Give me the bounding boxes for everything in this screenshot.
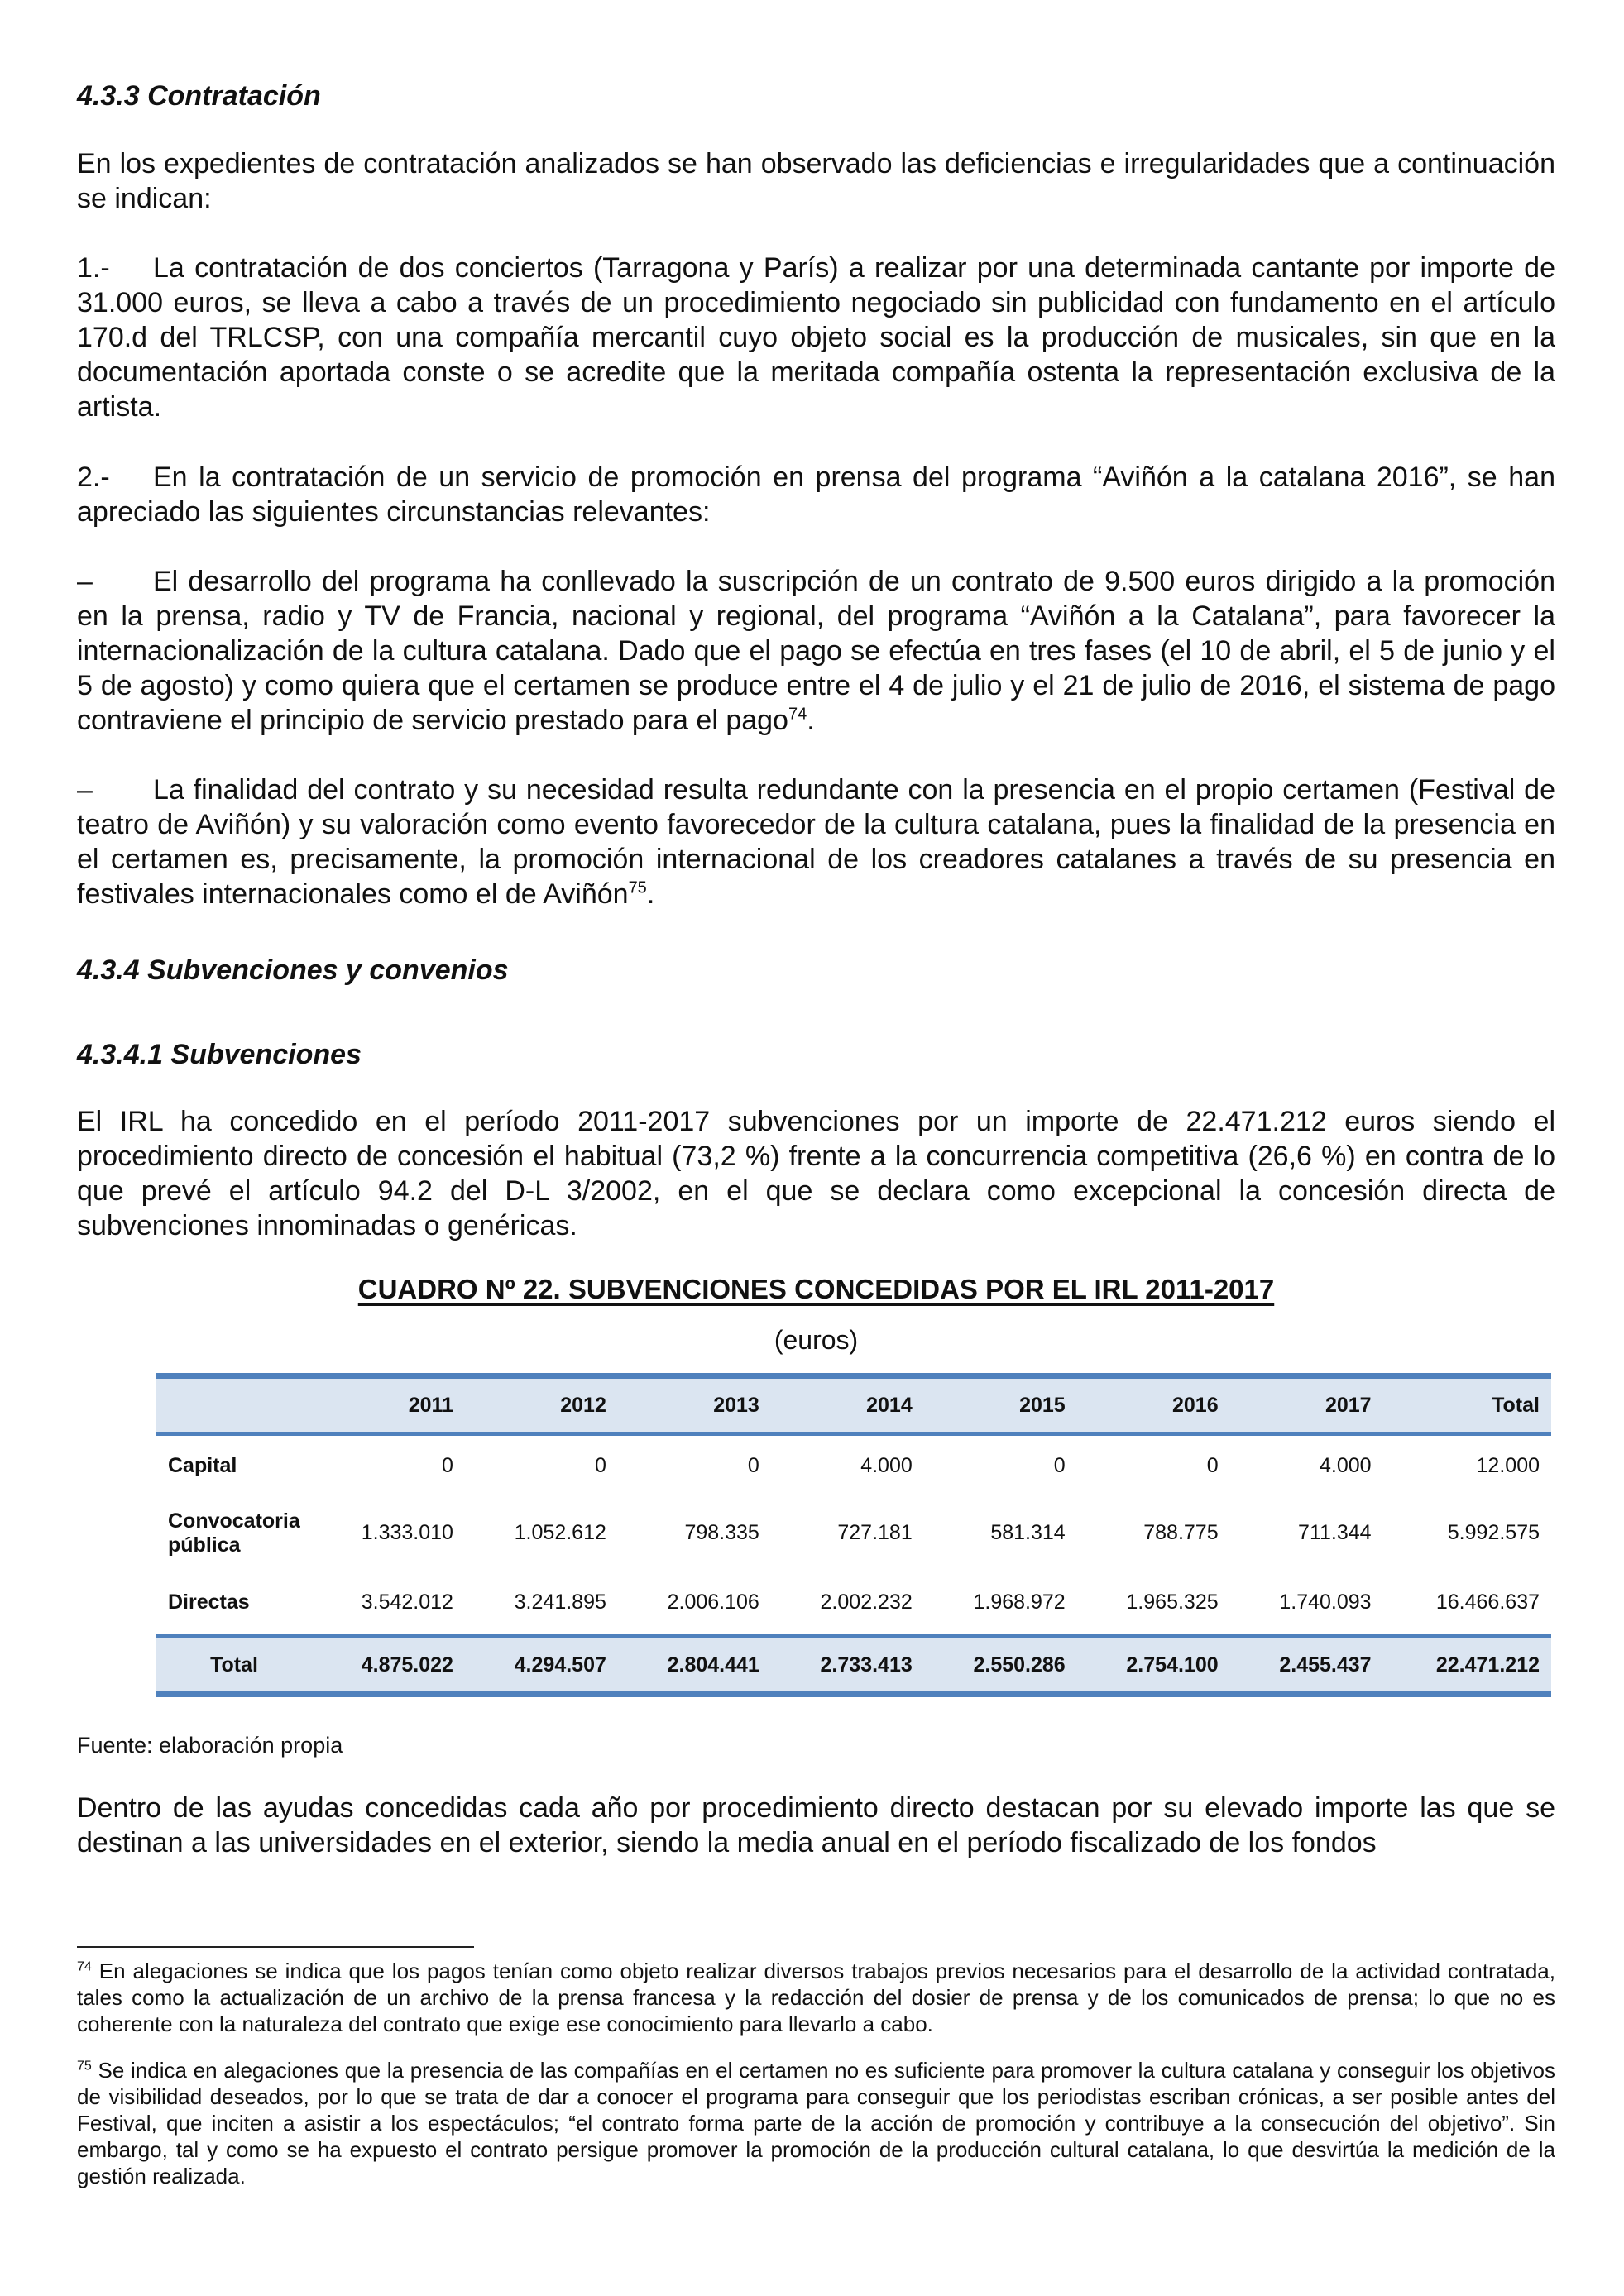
table-cell: 2.002.232 — [820, 1590, 913, 1614]
footnote-number: 75 — [77, 2059, 92, 2074]
item-2-number: 2.- — [77, 462, 110, 493]
column-header-2013: 2013 — [713, 1393, 759, 1417]
table-source: Fuente: elaboración propia — [77, 1733, 343, 1758]
table-row — [156, 1571, 1551, 1637]
table-cell: 3.241.895 — [514, 1590, 606, 1614]
item-1-number: 1.- — [77, 252, 110, 284]
total-cell: 2.733.413 — [820, 1653, 913, 1677]
table-cell: 1.968.972 — [973, 1590, 1066, 1614]
row-label: Convocatoria pública — [168, 1509, 300, 1557]
table-cell: 12.000 — [1476, 1453, 1540, 1477]
table-cell: 5.992.575 — [1447, 1521, 1540, 1544]
total-cell: 2.550.286 — [973, 1653, 1066, 1677]
table-cell: 0 — [1053, 1453, 1066, 1477]
subvenciones-table — [156, 1373, 1551, 1697]
bullet-1-text: El desarrollo del programa ha conllevado la suscripción de un contrato de 9.500 euros dirigido a la promoción en la prensa, radio y TV de Francia, nacional y regional, del programa “Aviñón a la Catalana”, para favorecer la internacionalización de la cultura catalana. Dado que el pago se efectúa en tres fases (el 10 de abril, el 5 de junio y el 5 de agosto) y como quiera que el certamen se produce entre el 4 de julio y el 21 de julio de 2016, el sistema de pago contraviene el principio de servicio prestado para el pago — [77, 566, 1555, 736]
footnote-text: Se indica en alegaciones que la presencia de las compañías en el certamen no es suficiente para promover la cultura catalana y conseguir los objetivos de visibilidad deseados, por lo que se trata de dar a conocer el programa para conseguir que los periodistas escriban crónicas, a ser posible antes del Festival, que inciten a asistir a los espectáculos; “el contrato forma parte de la acción de promoción y contribuye a la consecución del objetivo”. Sin embargo, tal y como se ha expuesto el contrato persigue promover la promoción de la producción cultural catalana, lo que desvirtúa la medición de la gestión realizada. — [77, 2058, 1555, 2188]
bullet-2 — [77, 773, 1555, 911]
item-1 — [77, 251, 1555, 424]
footnote-text: En alegaciones se indica que los pagos tenían como objeto realizar diversos trabajos previos necesarios para el desarrollo de la actividad contratada, tales como la actualización de un archivo de la prensa francesa y la redacción del dosier de prensa y de los comunicados de prensa; lo que no es coherente con la naturaleza del contrato que exige ese conocimiento para llevarlo a cabo. — [77, 1959, 1555, 2036]
column-header-2016: 2016 — [1172, 1393, 1219, 1417]
table-cell: 0 — [594, 1453, 606, 1477]
item-1-text: La contratación de dos conciertos (Tarragona y París) a realizar por una determinada cantante por importe de 31.000 euros, se lleva a cabo a través de un procedimiento negociado sin publicidad con fundamento en el artículo 170.d del TRLCSP, con una compañía mercantil cuyo objeto social es la producción de musicales, sin que en la documentación aportada conste o se acredite que la meritada compañía ostenta la representación exclusiva de la artista. — [77, 252, 1555, 423]
column-header-2017: 2017 — [1325, 1393, 1372, 1417]
intro-paragraph: En los expedientes de contratación analizados se han observado las deficiencias e irregularidades que a continuación se indican: — [77, 148, 1555, 214]
item-2 — [77, 460, 1555, 529]
after-table-paragraph: Dentro de las ayudas concedidas cada año por procedimiento directo destacan por su elevado importe las que se destinan a las universidades en el exterior, siendo la media anual en el período fiscalizado de los fondos — [77, 1792, 1555, 1858]
period: . — [646, 878, 655, 910]
bullet-1 — [77, 564, 1555, 738]
column-header-2014: 2014 — [866, 1393, 913, 1417]
bullet-dash: – — [77, 566, 93, 597]
table-cell: 1.965.325 — [1126, 1590, 1219, 1614]
row-label: Directas — [168, 1590, 250, 1614]
total-cell: 2.754.100 — [1126, 1653, 1219, 1677]
heading-4-3-4-1: 4.3.4.1 Subvenciones — [77, 1039, 362, 1070]
total-cell: 4.875.022 — [361, 1653, 453, 1677]
table-row — [156, 1434, 1551, 1496]
table-header-row — [156, 1376, 1551, 1434]
table-cell: 16.466.637 — [1435, 1590, 1540, 1614]
bullet-dash: – — [77, 774, 93, 806]
total-label: Total — [210, 1653, 258, 1677]
bullet-2-text: La finalidad del contrato y su necesidad resulta redundante con la presencia en el propio certamen (Festival de teatro de Aviñón) y su valoración como evento favorecedor de la cultura catalana, pues la finalidad de la presencia en el certamen es, precisamente, la promoción internacional de los creadores catalanes a través de su presencia en festivales internacionales como el de Aviñón — [77, 774, 1555, 910]
heading-4-3-4: 4.3.4 Subvenciones y convenios — [77, 954, 509, 986]
footnote-separator — [77, 1946, 474, 1948]
table-cell: 3.542.012 — [361, 1590, 453, 1614]
table-cell: 0 — [1206, 1453, 1219, 1477]
table-cell: 711.344 — [1298, 1521, 1372, 1544]
table-cell: 1.333.010 — [361, 1521, 453, 1544]
table-cell: 727.181 — [837, 1521, 913, 1544]
footnote-75 — [77, 2057, 1555, 2189]
column-header-total: Total — [1492, 1393, 1540, 1417]
table-total-row — [156, 1637, 1551, 1695]
table-title: CUADRO Nº 22. SUBVENCIONES CONCEDIDAS POR EL IRL 2011-2017 — [357, 1274, 1275, 1304]
table-cell: 581.314 — [990, 1521, 1066, 1544]
total-cell: 4.294.507 — [514, 1653, 606, 1677]
footnote-ref-75[interactable]: 75 — [628, 878, 647, 897]
period: . — [807, 705, 815, 736]
row-label: Capital — [168, 1453, 237, 1477]
table-cell: 0 — [747, 1453, 759, 1477]
footnote-ref-74[interactable]: 74 — [788, 705, 807, 724]
table-row — [156, 1496, 1551, 1571]
heading-4-3-3: 4.3.3 Contratación — [77, 80, 321, 112]
table-cell: 0 — [442, 1453, 453, 1477]
table-unit: (euros) — [774, 1325, 859, 1355]
table-cell: 798.335 — [684, 1521, 759, 1544]
column-header-2011: 2011 — [408, 1393, 453, 1417]
item-2-text: En la contratación de un servicio de promoción en prensa del programa “Aviñón a la catalana 2016”, se han apreciado las siguientes circunstancias relevantes: — [77, 462, 1555, 528]
table-cell: 788.775 — [1143, 1521, 1219, 1544]
subvenciones-paragraph: El IRL ha concedido en el período 2011-2017 subvenciones por un importe de 22.471.212 euros siendo el procedimiento directo de concesión el habitual (73,2 %) frente a la concurrencia competitiva (26,6 %) en contra de lo que prevé el artículo 94.2 del D-L 3/2002, en el que se declara como excepcional la concesión directa de subvenciones innominadas o genéricas. — [77, 1106, 1555, 1241]
column-header-2012: 2012 — [560, 1393, 606, 1417]
table-cell: 2.006.106 — [667, 1590, 759, 1614]
footnote-74 — [77, 1958, 1555, 2037]
table-cell: 4.000 — [1320, 1453, 1372, 1477]
table-cell: 1.052.612 — [514, 1521, 606, 1544]
table-cell: 1.740.093 — [1279, 1590, 1372, 1614]
table-cell: 4.000 — [860, 1453, 913, 1477]
column-header-2015: 2015 — [1019, 1393, 1066, 1417]
total-cell: 2.455.437 — [1279, 1653, 1372, 1677]
total-cell: 2.804.441 — [667, 1653, 759, 1677]
column-header — [156, 1376, 312, 1434]
footnote-number: 74 — [77, 1959, 92, 1974]
total-cell: 22.471.212 — [1435, 1653, 1540, 1677]
